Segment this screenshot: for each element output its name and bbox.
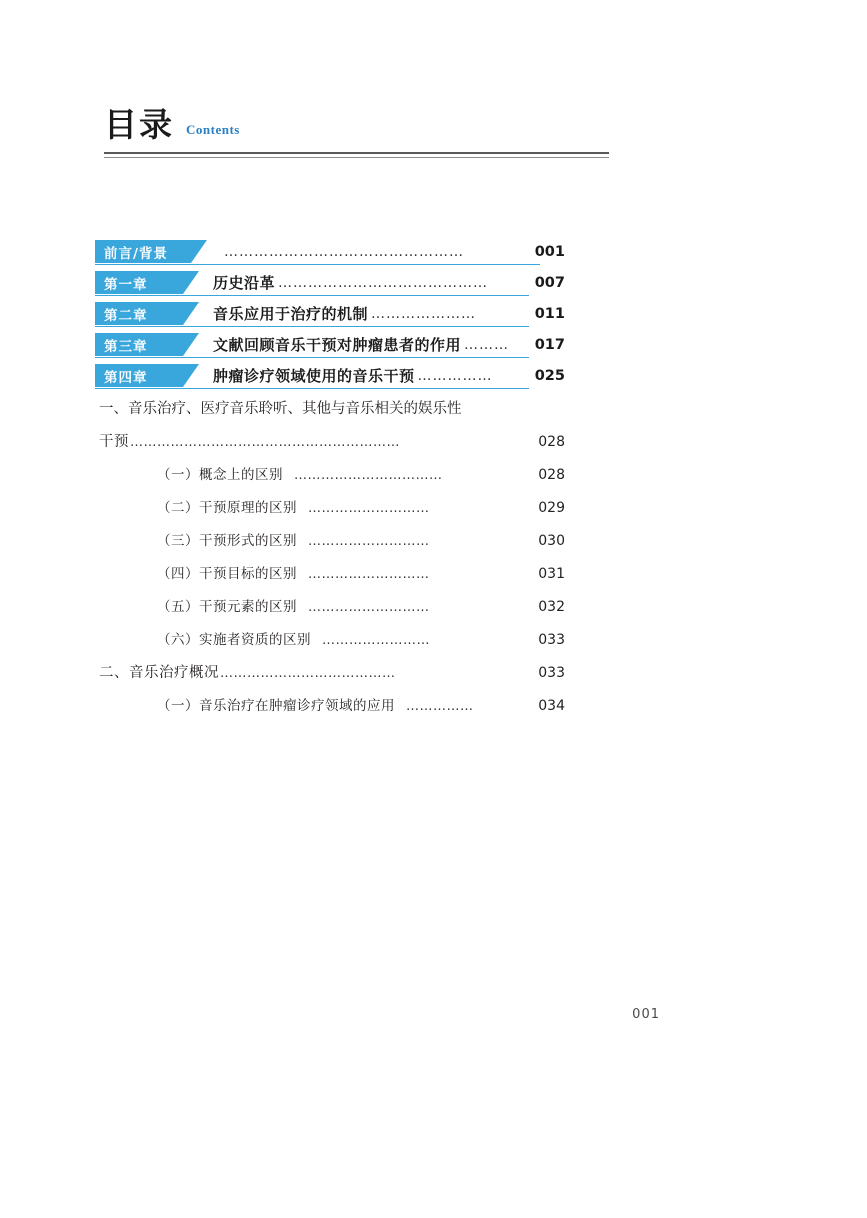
title-row [104,105,614,144]
chapter-underline [95,388,529,389]
leader-dots: ……………………… [308,501,430,516]
toc-entry-page: 032 [538,599,565,615]
toc-chapter-row[interactable] [95,269,565,296]
folio-page-number: 001 [632,1007,660,1022]
header-rule-thick [104,152,609,154]
chapter-banner: 第四章 [95,364,183,387]
chapter-title: 历史沿革 [213,274,276,292]
toc-entry-level1[interactable] [99,393,565,459]
chapter-page-number: 007 [534,274,565,291]
toc-chapter-row[interactable] [95,362,565,389]
table-of-contents [95,238,660,1022]
chapter-banner: 第一章 [95,271,183,294]
toc-entry-level2[interactable] [157,591,565,624]
chapter-page-number: 025 [534,367,565,384]
toc-entry-level2[interactable] [157,558,565,591]
toc-entry-page: 033 [538,632,565,648]
chapter-title: 音乐应用于治疗的机制 [213,305,369,323]
toc-entry-level1[interactable] [99,657,565,690]
leader-dots: …………………………………………………… [130,435,400,450]
chapter-page-number: 001 [534,243,565,260]
toc-entry-page: 029 [538,500,565,516]
chapter-underline [95,357,529,358]
toc-entry-label: （三）干预形式的区别 [157,533,297,549]
toc-entry-page: 028 [538,434,565,450]
toc-entry-label: 二、音乐治疗概况 [99,665,219,681]
leader-dots: ……………………… [308,567,430,582]
chapter-banner: 第三章 [95,333,183,356]
toc-entry-page: 030 [538,533,565,549]
chapter-title: 肿瘤诊疗领域使用的音乐干预 [213,367,415,385]
header-rules [104,152,609,158]
toc-chapter-row[interactable] [95,300,565,327]
toc-chapter-row[interactable] [95,331,565,358]
toc-entry-label: （五）干预元素的区别 [157,599,297,615]
toc-entry-label: （四）干预目标的区别 [157,566,297,582]
leader-dots: …………… [417,367,493,384]
toc-entry-page: 028 [538,467,565,483]
toc-entry-level2[interactable] [157,624,565,657]
chapter-title: 文献回顾音乐干预对肿瘤患者的作用 [213,336,462,354]
chapter-banner: 第二章 [95,302,183,325]
leader-dots: ………………………………… [220,666,396,681]
chapter-page-number: 017 [534,336,565,353]
toc-entry-page: 034 [538,698,565,714]
header-rule-thin [104,157,609,158]
toc-entry-label: （一）音乐治疗在肿瘤诊疗领域的应用 [157,698,395,714]
toc-entry-page: 033 [538,665,565,681]
toc-chapter-row[interactable] [95,238,565,265]
chapter-underline [95,264,540,265]
toc-entry-label: （二）干预原理的区别 [157,500,297,516]
leader-dots: ………………………………………… [224,243,464,260]
chapter-underline [95,326,529,327]
toc-entry-line2: 干预 [99,434,129,450]
leader-dots: …………………… [322,633,430,648]
chapter-banner: 前言/背景 [95,240,191,263]
leader-dots: ………………… [371,305,477,322]
leader-dots: …………… [406,699,474,714]
leader-dots: …………………………… [294,468,443,483]
toc-entry-level2[interactable] [157,492,565,525]
leader-dots: ……… [464,336,510,353]
page-title: 目录 [104,105,174,144]
toc-entry-page: 031 [538,566,565,582]
toc-entry-line1: 一、音乐治疗、医疗音乐聆听、其他与音乐相关的娱乐性 [99,401,462,417]
toc-entry-label: （六）实施者资质的区别 [157,632,311,648]
leader-dots: ……………………… [308,600,430,615]
toc-entry-level2[interactable] [157,690,565,723]
leader-dots: ……………………… [308,534,430,549]
chapter-page-number: 011 [534,305,565,322]
toc-entry-level2[interactable] [157,525,565,558]
leader-dots: …………………………………… [278,274,489,291]
toc-entry-label: （一）概念上的区别 [157,467,283,483]
chapter-underline [95,295,529,296]
toc-entry-level2[interactable] [157,459,565,492]
page-subtitle: Contents [186,122,240,137]
page-header [104,105,614,158]
